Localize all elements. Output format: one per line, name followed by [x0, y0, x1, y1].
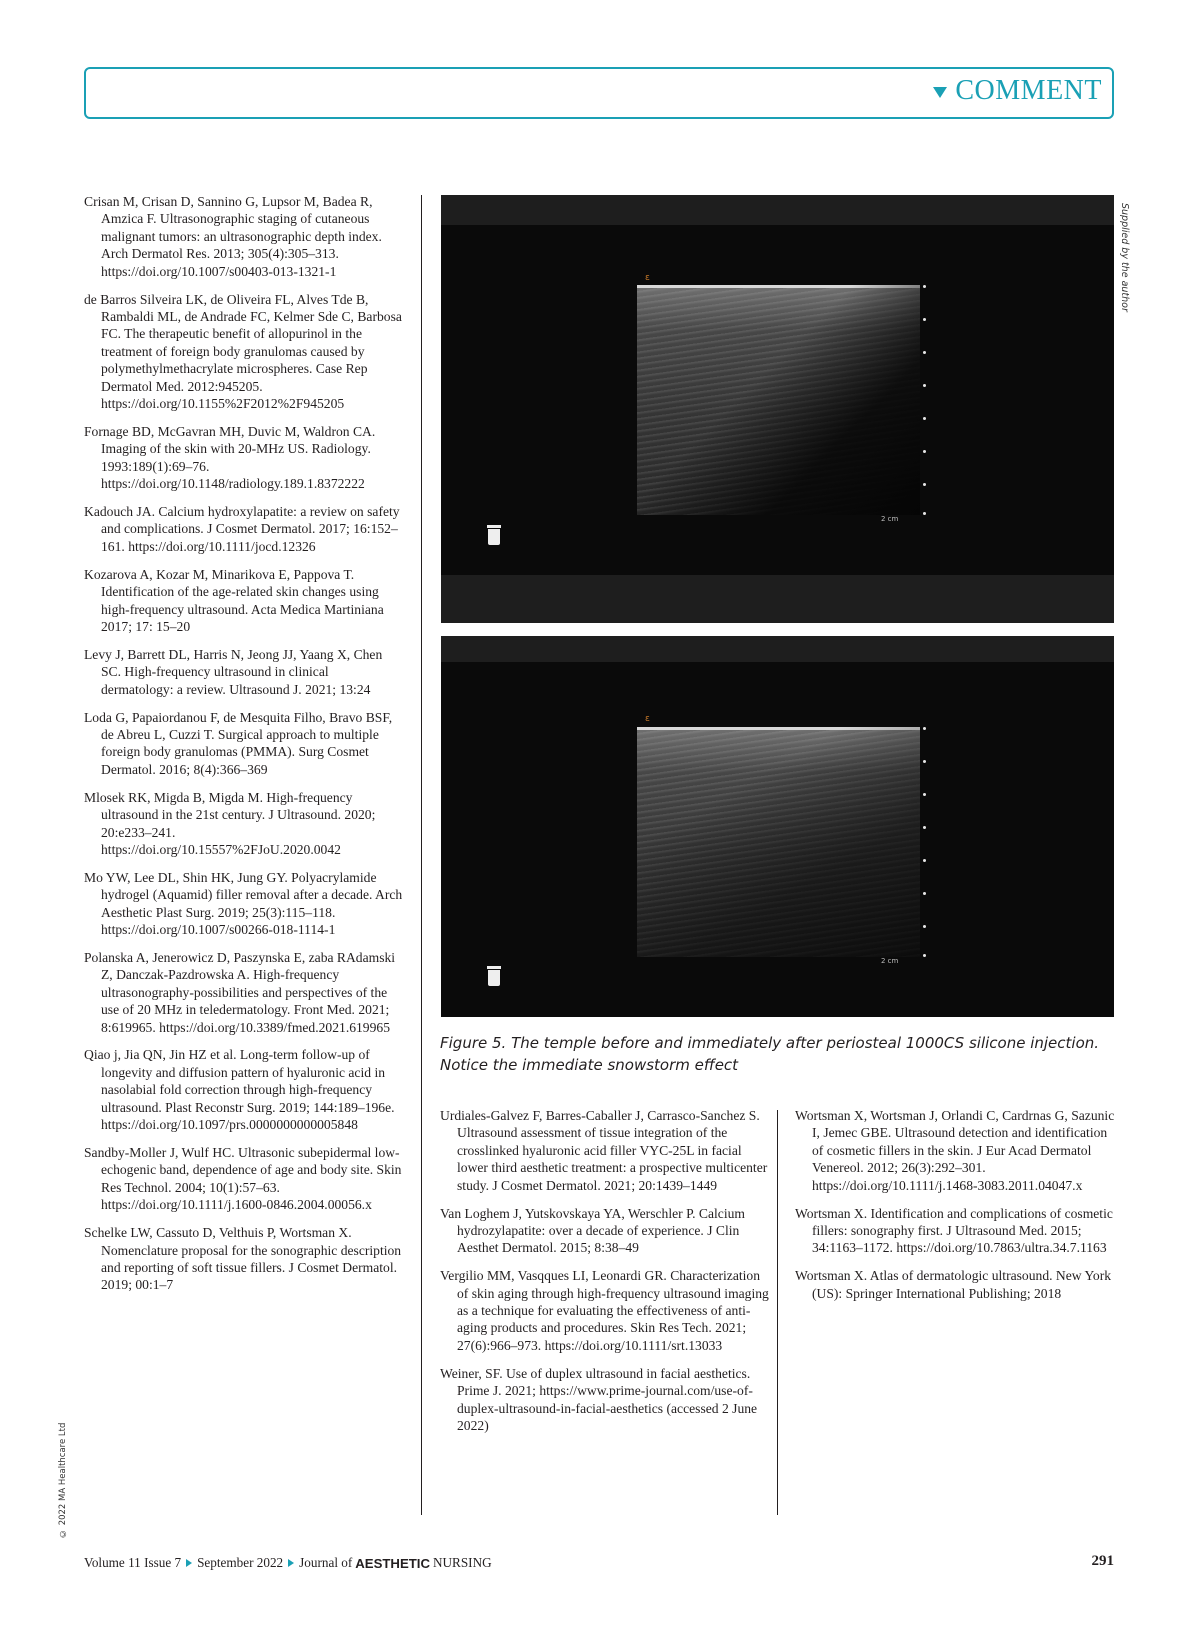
ultrasound-image-before — [441, 195, 1114, 623]
reference-item: Polanska A, Jenerowicz D, Paszynska E, zaba RAdamski Z, Danczak-Pazdrowska A. High-frequency ultrasonography-possibilities and perspectives of the use of 20 MHz in teledermatology. Front Med. 2021; 8:619965. https://doi.org/10.3389/fmed.2021.619965 — [84, 949, 396, 1035]
depth-scale-dots — [923, 285, 926, 515]
footer-volume: Volume 11 Issue 7 — [84, 1555, 182, 1570]
section-title: COMMENT — [955, 75, 1102, 106]
reference-item: Kadouch JA. Calcium hydroxylapatite: a review on safety and complications. J Cosmet Dermatol. 2017; 16:152–161. https://doi.org/10.1111/jocd.12326 — [84, 504, 400, 554]
references-right-column — [795, 1107, 1115, 1313]
footer-journal-brand: AESTHETIC — [355, 1555, 430, 1571]
reference-item: Crisan M, Crisan D, Sannino G, Lupsor M, Badea R, Amzica F. Ultrasonographic staging of cutaneous malignant tumors: an ultrasonographic depth index. Arch Dermatol Res. 2013; 305(4):305–313. https://doi.org/10.1007/s00403-013-1321-1 — [84, 194, 382, 279]
arrow-right-icon — [186, 1559, 192, 1567]
reference-item: Weiner, SF. Use of duplex ultrasound in facial aesthetics. Prime J. 2021; https://www.prime-journal.com/use-of-duplex-ultrasound-in-facial-aesthetics (accessed 2 June 2022) — [440, 1365, 758, 1433]
viewer-bottom-bar — [441, 575, 1114, 623]
reference-item: Qiao j, Jia QN, Jin HZ et al. Long-term follow-up of longevity and diffusion pattern of hyaluronic acid in nasolabial fold correction through high-frequency ultrasound. Plast Reconstr Surg. 2019; 144:189–196e. https://doi.org/10.1097/prs.0000000000005848 — [84, 1047, 395, 1133]
reference-item: Levy J, Barrett DL, Harris N, Jeong JJ, Yaang X, Chen SC. High-frequency ultrasound in clinical dermatology: a review. Ultrasound J. 2021; 13:24 — [84, 646, 383, 697]
triangle-down-icon — [933, 87, 947, 98]
reference-item: Wortsman X, Wortsman J, Orlandi C, Cardrnas G, Sazunic I, Jemec GBE. Ultrasound detection and identification of cosmetic fillers in the skin. J Eur Acad Dermatol Venereol. 2012; 26(3):292–301. https://doi.org/10.1111/j.1468-3083.2011.04047.x — [795, 1108, 1115, 1193]
acoustic-shadow — [637, 285, 920, 515]
trash-icon — [487, 525, 501, 545]
focus-marker-icon: ε — [645, 714, 650, 724]
column-divider — [421, 195, 422, 1515]
snowstorm-effect — [637, 727, 920, 957]
scale-label: 2 cm — [881, 515, 899, 523]
reference-item: Mlosek RK, Migda B, Migda M. High-frequency ultrasound in the 21st century. J Ultrasound. 2020; 20:e233–241. https://doi.org/10.15557%2FJoU.2020.0042 — [84, 789, 376, 857]
reference-item: Vergilio MM, Vasqques LI, Leonardi GR. Characterization of skin aging through high-frequency ultrasound imaging as a technique for evaluating the effectiveness of anti-aging products and procedures. Skin Res Tech. 2021; 27(6):966–973. https://doi.org/10.1111/srt.13033 — [440, 1268, 769, 1353]
arrow-right-icon — [288, 1559, 294, 1567]
page-footer — [84, 1555, 492, 1571]
copyright-notice: © 2022 MA Healthcare Ltd — [58, 1422, 68, 1538]
depth-scale-dots — [923, 727, 926, 957]
footer-journal-suffix: NURSING — [433, 1555, 492, 1570]
references-middle-column — [440, 1107, 770, 1445]
reference-item: Wortsman X. Identification and complications of cosmetic fillers: sonography first. J Ultrasound Med. 2015; 34:1163–1172. https://doi.org/10.7863/ultra.34.7.1163 — [795, 1205, 1113, 1256]
ultrasound-image-after — [441, 636, 1114, 1017]
focus-marker-icon: ε — [645, 273, 650, 283]
references-left-column — [84, 193, 404, 1304]
viewer-top-bar — [441, 636, 1114, 662]
scale-label: 2 cm — [881, 957, 899, 965]
section-label — [933, 75, 1102, 107]
reference-item: de Barros Silveira LK, de Oliveira FL, Alves Tde B, Rambaldi ML, de Andrade FC, Kelmer Sde C, Barbosa FC. The therapeutic benefit of allopurinol in the treatment of foreign body granulomas caused by polymethylmethacrylate microspheres. Case Rep Dermatol Med. 2012:945205. https://doi.org/10.1155%2F2012%2F945205 — [84, 291, 402, 411]
column-divider — [777, 1110, 778, 1515]
trash-icon — [487, 966, 501, 986]
reference-item: Fornage BD, McGavran MH, Duvic M, Waldron CA. Imaging of the skin with 20-MHz US. Radiology. 1993:189(1):69–76. https://doi.org/10.1148/radiology.189.1.8372222 — [84, 423, 376, 492]
reference-item: Van Loghem J, Yutskovskaya YA, Werschler P. Calcium hydrozylapatite: over a decade of experience. J Clin Aesthet Dermatol. 2015; 8:38–49 — [440, 1205, 745, 1256]
page-number: 291 — [1091, 1553, 1114, 1569]
reference-item: Schelke LW, Cassuto D, Velthuis P, Wortsman X. Nomenclature proposal for the sonographic description and reporting of soft tissue fillers. J Cosmet Dermatol. 2019; 00:1–7 — [84, 1225, 402, 1293]
reference-item: Urdiales-Galvez F, Barres-Caballer J, Carrasco-Sanchez S. Ultrasound assessment of tissue integration of the crosslinked hyaluronic acid filler VYC-25L in facial lower third aesthetic treatment: a prospective multicenter study. J Cosmet Dermatol. 2021; 20:1439–1449 — [440, 1108, 768, 1193]
reference-item: Wortsman X. Atlas of dermatologic ultrasound. New York (US): Springer International Publishing; 2018 — [795, 1268, 1112, 1301]
section-header — [84, 67, 1114, 119]
footer-date: September 2022 — [197, 1555, 284, 1570]
viewer-top-bar — [441, 195, 1114, 225]
figure-caption: Figure 5. The temple before and immediately after periosteal 1000CS silicone injection. Notice the immediate snowstorm effect — [440, 1034, 1100, 1074]
footer-journal-prefix: Journal of — [299, 1555, 353, 1570]
reference-item: Kozarova A, Kozar M, Minarikova E, Pappova T. Identification of the age-related skin changes using high-frequency ultrasound. Acta Medica Martiniana 2017; 17: 15–20 — [84, 566, 384, 634]
image-credit: Supplied by the author — [1119, 203, 1130, 312]
reference-item: Loda G, Papaiordanou F, de Mesquita Filho, Bravo BSF, de Abreu L, Cuzzi T. Surgical approach to multiple foreign body granulomas (PMMA). Surg Cosmet Dermatol. 2016; 8(4):366–369 — [84, 709, 393, 777]
reference-item: Sandby-Moller J, Wulf HC. Ultrasonic subepidermal low-echogenic band, dependence of age and body site. Skin Res Technol. 2004; 10(1):57–63. https://doi.org/10.1111/j.1600-0846.2004.00056.x — [84, 1145, 402, 1213]
ultrasound-scan — [637, 727, 920, 957]
ultrasound-scan — [637, 285, 920, 515]
reference-item: Mo YW, Lee DL, Shin HK, Jung GY. Polyacrylamide hydrogel (Aquamid) filler removal after a decade. Arch Aesthetic Plast Surg. 2019; 25(3):115–118. https://doi.org/10.1007/s00266-018-1114-1 — [84, 869, 403, 938]
